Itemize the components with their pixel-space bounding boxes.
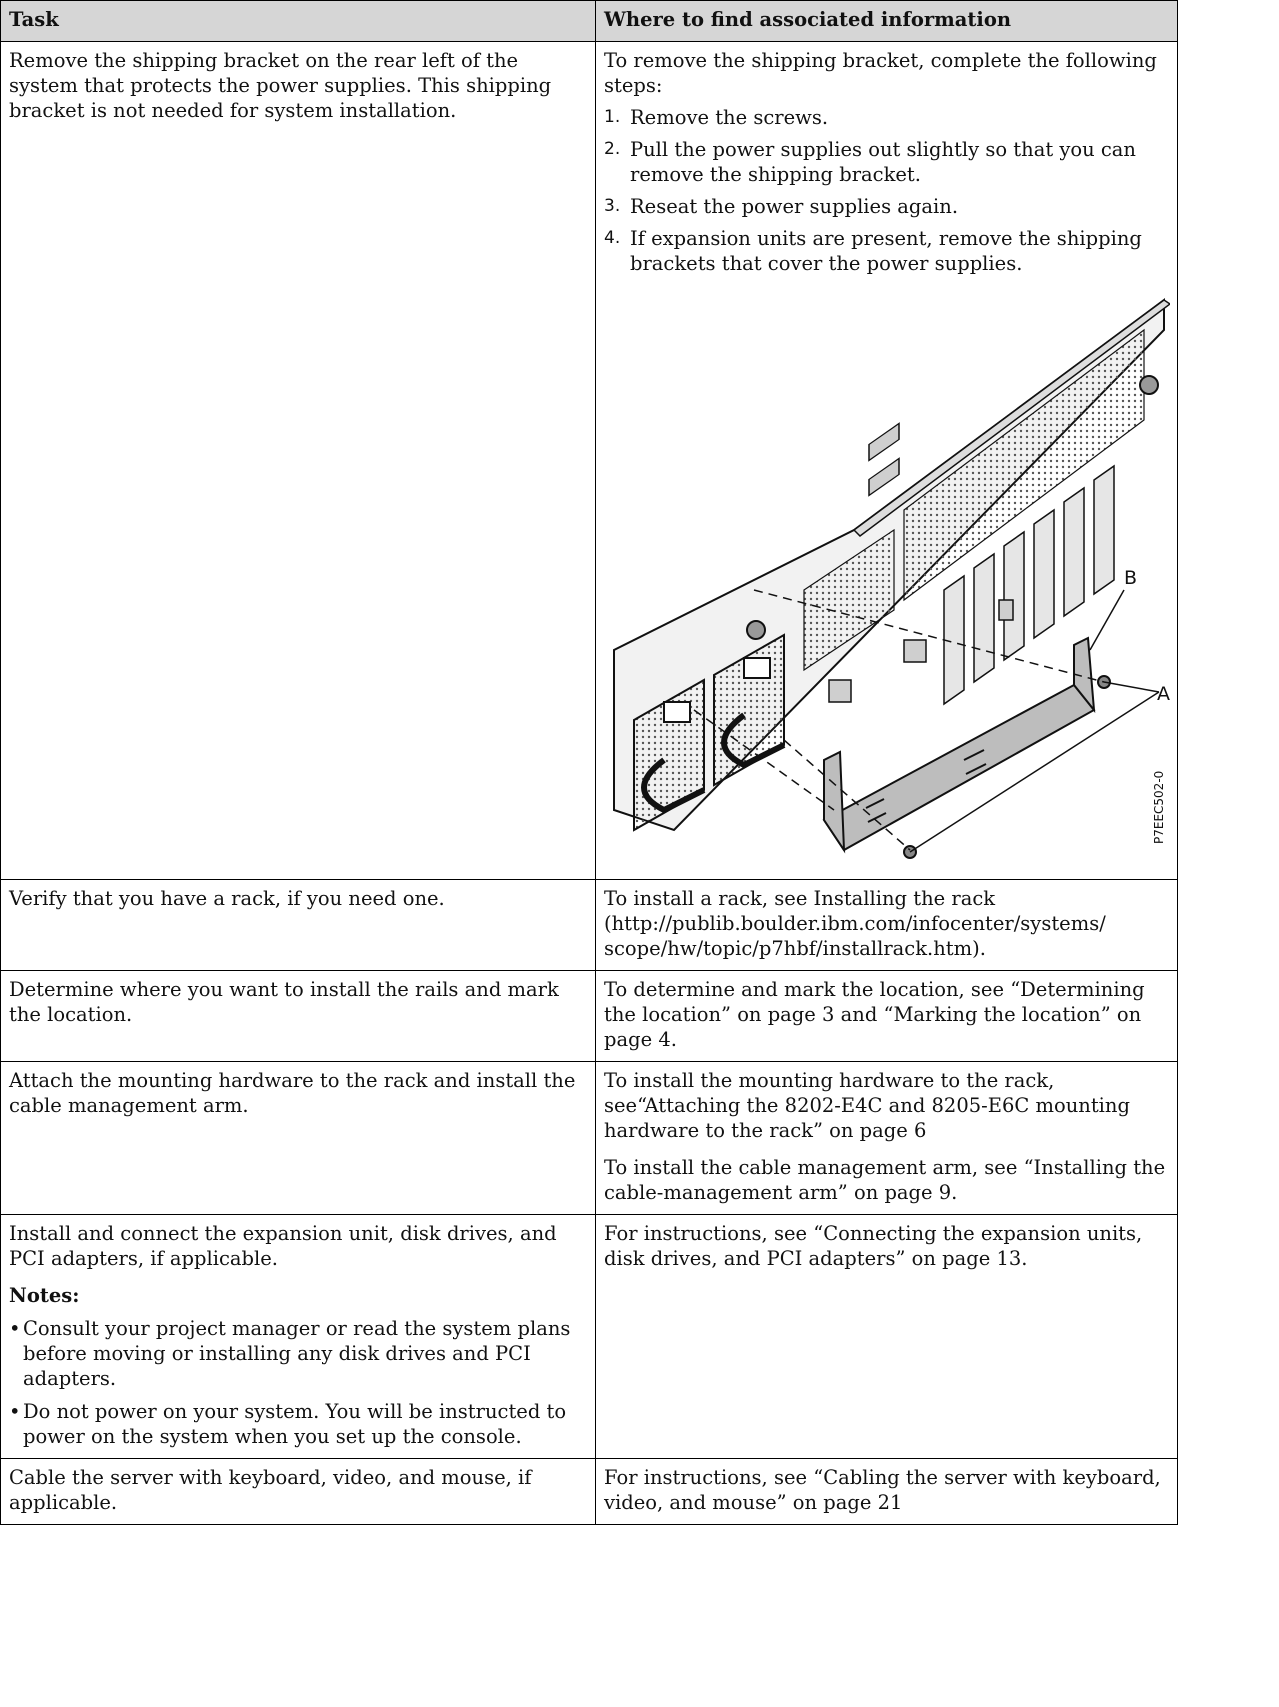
header-task: Task xyxy=(1,1,596,42)
info-cell xyxy=(596,971,1178,1062)
step-item xyxy=(604,105,1169,130)
info-intro: To remove the shipping bracket, complete the following steps: xyxy=(604,49,1157,97)
info-text: To determine and mark the location, see “Determining the location” on page 3 and “Marking the location” on page 4. xyxy=(604,978,1145,1051)
step-text: Reseat the power supplies again. xyxy=(630,195,959,218)
info-text: To install the mounting hardware to the rack, see“Attaching the 8202-E4C and 8205-E6C mounting hardware to the rack” on page 6 xyxy=(604,1069,1130,1142)
table-row xyxy=(1,1459,1178,1525)
step-number: 3. xyxy=(604,196,621,216)
header-info: Where to find associated information xyxy=(596,1,1178,42)
notes-list xyxy=(9,1316,587,1449)
info-text: For instructions, see “Connecting the expansion units, disk drives, and PCI adapters” on page 13. xyxy=(604,1222,1143,1270)
step-number: 2. xyxy=(604,139,621,159)
task-cell xyxy=(1,42,596,880)
header-row xyxy=(1,1,1178,42)
task-cell xyxy=(1,971,596,1062)
note-text: Do not power on your system. You will be instructed to power on the system when you set up the console. xyxy=(23,1400,567,1448)
step-text: Pull the power supplies out slightly so that you can remove the shipping bracket. xyxy=(630,138,1136,186)
callout-b-label: B xyxy=(1124,567,1138,589)
shipping-bracket-figure xyxy=(604,290,1170,870)
table-row xyxy=(1,880,1178,971)
table-row xyxy=(1,42,1178,880)
notes-label: Notes: xyxy=(9,1284,80,1307)
figure-id: P7EEC502-0 xyxy=(1152,770,1166,844)
step-text: Remove the screws. xyxy=(630,106,829,129)
step-number: 4. xyxy=(604,228,621,248)
task-text: Verify that you have a rack, if you need one. xyxy=(9,887,445,910)
info-text: For instructions, see “Cabling the server with keyboard, video, and mouse” on page 21 xyxy=(604,1466,1161,1514)
task-cell xyxy=(1,880,596,971)
bullet: • xyxy=(9,1400,21,1423)
task-cell xyxy=(1,1062,596,1215)
note-item xyxy=(9,1399,587,1449)
info-cell xyxy=(596,880,1178,971)
step-item xyxy=(604,226,1169,276)
bullet: • xyxy=(9,1317,21,1340)
info-cell xyxy=(596,1215,1178,1459)
info-text: To install a rack, see Installing the rack (http://publib.boulder.ibm.com/infocenter/systems/ scope/hw/topic/p7hbf/installrack.htm). xyxy=(604,887,1106,960)
info-cell xyxy=(596,42,1178,880)
steps-list xyxy=(604,105,1169,276)
step-item xyxy=(604,194,1169,219)
info-text: To install the cable management arm, see “Installing the cable-management arm” on page 9. xyxy=(604,1156,1166,1204)
table-row xyxy=(1,1062,1178,1215)
table-row xyxy=(1,1215,1178,1459)
task-text: Install and connect the expansion unit, disk drives, and PCI adapters, if applicable. xyxy=(9,1222,557,1270)
task-text: Attach the mounting hardware to the rack and install the cable management arm. xyxy=(9,1069,576,1117)
step-text: If expansion units are present, remove the shipping brackets that cover the power supplies. xyxy=(630,227,1142,275)
task-text: Determine where you want to install the rails and mark the location. xyxy=(9,978,559,1026)
table-row xyxy=(1,971,1178,1062)
note-item xyxy=(9,1316,587,1391)
task-cell xyxy=(1,1215,596,1459)
info-cell xyxy=(596,1062,1178,1215)
task-text: Cable the server with keyboard, video, and mouse, if applicable. xyxy=(9,1466,532,1514)
callout-a-label: A xyxy=(1157,683,1170,705)
server-rear-illustration xyxy=(604,290,1170,870)
step-item xyxy=(604,137,1169,187)
step-number: 1. xyxy=(604,107,621,127)
task-cell xyxy=(1,1459,596,1525)
info-cell xyxy=(596,1459,1178,1525)
note-text: Consult your project manager or read the system plans before moving or installing any disk drives and PCI adapters. xyxy=(23,1317,571,1390)
task-text: Remove the shipping bracket on the rear left of the system that protects the power supplies. This shipping bracket is not needed for system installation. xyxy=(9,49,552,122)
